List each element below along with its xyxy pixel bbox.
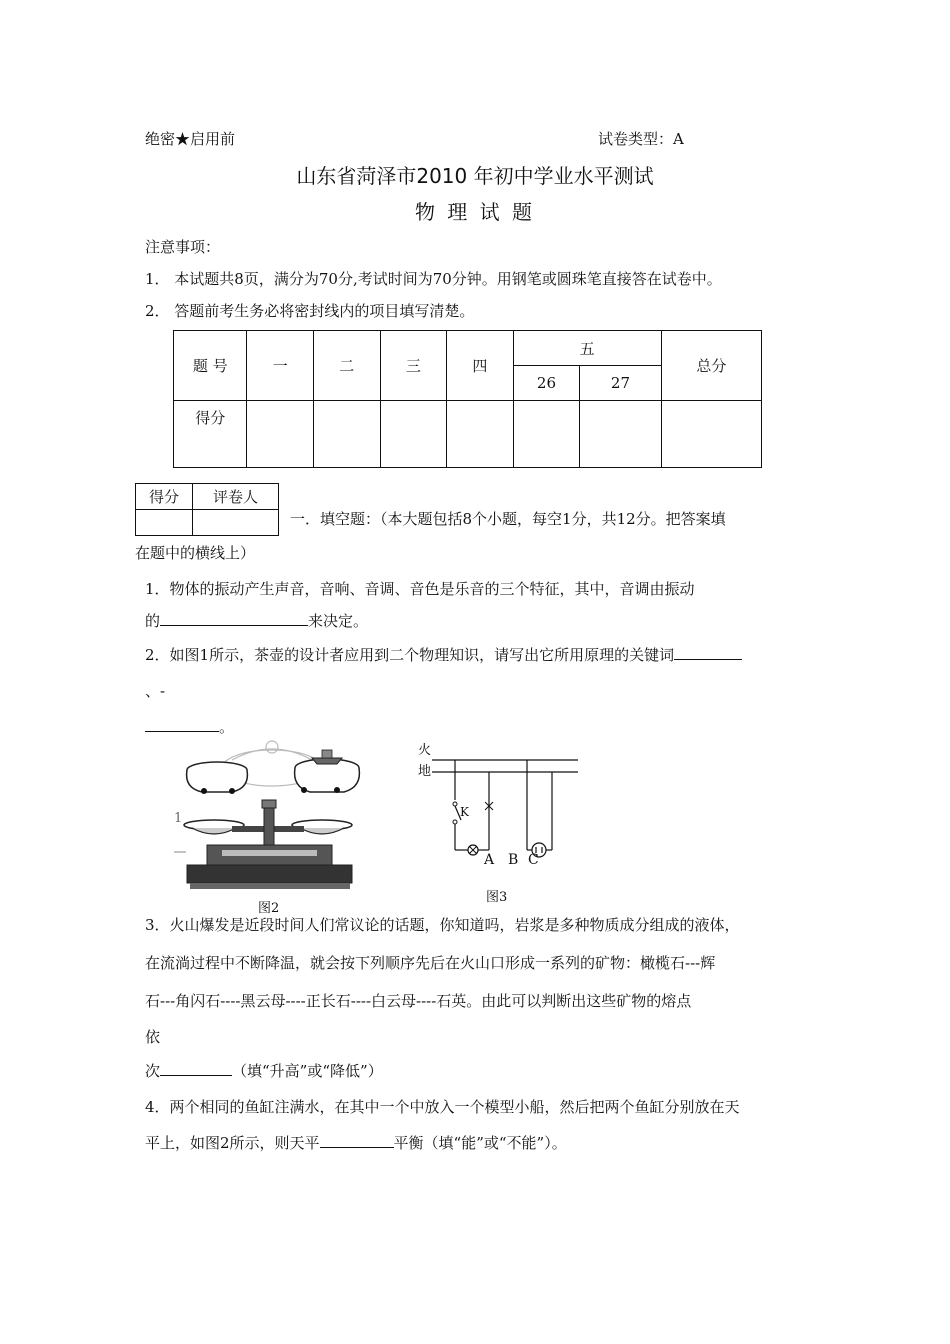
section-heading-cont: 在题中的横线上） [135, 544, 256, 562]
q4-line-b [145, 1132, 567, 1153]
note-item-1: 1． 本试题共8页，满分为70分,考试时间为70分钟。用钢笔或圆珠笔直接答在试卷中。 [145, 270, 722, 288]
q1-answer-blank[interactable] [160, 611, 308, 626]
grader-name-cell[interactable] [193, 510, 279, 536]
page-subtitle: 物 理 试 题 [414, 200, 536, 224]
score-cell[interactable] [380, 401, 447, 468]
score-cell[interactable] [247, 401, 314, 468]
q4-line-a: 4．两个相同的鱼缸注满水，在其中一个中放入一个模型小船，然后把两个鱼缸分别放在天 [145, 1098, 740, 1116]
notes-heading: 注意事项： [145, 238, 221, 256]
score-label: 得分 [174, 401, 247, 468]
grader-score-label: 得分 [136, 484, 193, 510]
circuit-label-c: C [528, 852, 539, 868]
figure-2-balance [172, 740, 368, 910]
col-header-1: 一 [247, 331, 314, 401]
q2-answer-blank-2[interactable] [145, 717, 219, 732]
score-table [173, 330, 762, 468]
note-item-2: 2． 答题前考生务必将密封线内的项目填写清楚。 [145, 302, 475, 320]
circuit-label-a: A [484, 852, 495, 868]
q1-suffix: 来决定。 [308, 612, 369, 630]
q3-answer-blank[interactable] [160, 1061, 232, 1076]
section-heading: 一．填空题：（本大题包括8个小题，每空1分，共12分。把答案填 [290, 510, 726, 528]
col-header-27: 27 [580, 366, 661, 401]
q1-line-b [145, 610, 368, 631]
figure-3-circuit [410, 738, 585, 868]
q4-prefix: 平上，如图2所示，则天平 [145, 1134, 320, 1152]
q2-suffix: 。 [219, 718, 235, 736]
q1-line-a: 1．物体的振动产生声音，音响、音调、音色是乐音的三个特征，其中，音调由振动 [145, 580, 695, 598]
q3-line-e [145, 1060, 383, 1081]
col-header-total: 总分 [661, 331, 761, 401]
col-header-2: 二 [314, 331, 381, 401]
paper-type: 试卷类型：A [598, 130, 684, 148]
score-cell[interactable] [661, 401, 761, 468]
live-wire-label: 火 [418, 743, 432, 758]
grader-score-cell[interactable] [136, 510, 193, 536]
switch-k-label: K [460, 805, 469, 819]
figure-2-side-mark: 1 [174, 811, 183, 826]
circuit-label-b: B [508, 852, 519, 868]
col-header-26: 26 [513, 366, 580, 401]
q4-answer-blank[interactable] [320, 1133, 394, 1148]
col-header-4: 四 [447, 331, 514, 401]
q3-line-a: 3．火山爆发是近段时间人们常议论的话题，你知道吗，岩浆是多种物质成分组成的液体， [145, 916, 740, 934]
q2-line-c [145, 716, 234, 737]
q3-prefix: 次 [145, 1062, 161, 1080]
ground-wire-label: 地 [418, 764, 432, 779]
score-cell[interactable] [314, 401, 381, 468]
q3-line-c: 石---角闪石----黑云母----正长石----白云母----石英。由此可以判断出这些矿物的熔点 [145, 992, 692, 1010]
figure-3-caption: 图3 [486, 890, 508, 905]
q2-text: 2．如图1所示，茶壶的设计者应用到二个物理知识，请写出它所用原理的关键词 [145, 646, 675, 664]
q1-prefix: 的 [145, 612, 161, 630]
confidential-mark: 绝密★启用前 [145, 130, 236, 148]
q2-answer-blank-1[interactable] [674, 645, 742, 660]
q4-suffix: 平衡（填“能”或“不能”）。 [393, 1134, 567, 1152]
q3-line-b: 在流淌过程中不断降温，就会按下列顺序先后在火山口形成一系列的矿物：橄榄石---辉 [145, 954, 716, 972]
col-header-5: 五 [513, 331, 661, 366]
col-header-3: 三 [380, 331, 447, 401]
grader-name-label: 评卷人 [193, 484, 279, 510]
score-cell[interactable] [447, 401, 514, 468]
q3-suffix: （填“升高”或“降低”） [232, 1062, 383, 1080]
page-title: 山东省菏泽市2010 年初中学业水平测试 [296, 164, 654, 188]
q2-line-a [145, 644, 742, 665]
row-header: 题 号 [174, 331, 247, 401]
grader-box [135, 483, 279, 536]
score-cell[interactable] [580, 401, 661, 468]
figure-2-caption: 图2 [258, 901, 280, 916]
q3-line-d: 依 [145, 1028, 161, 1046]
q2-line-b: 、- [145, 682, 166, 700]
score-cell[interactable] [513, 401, 580, 468]
